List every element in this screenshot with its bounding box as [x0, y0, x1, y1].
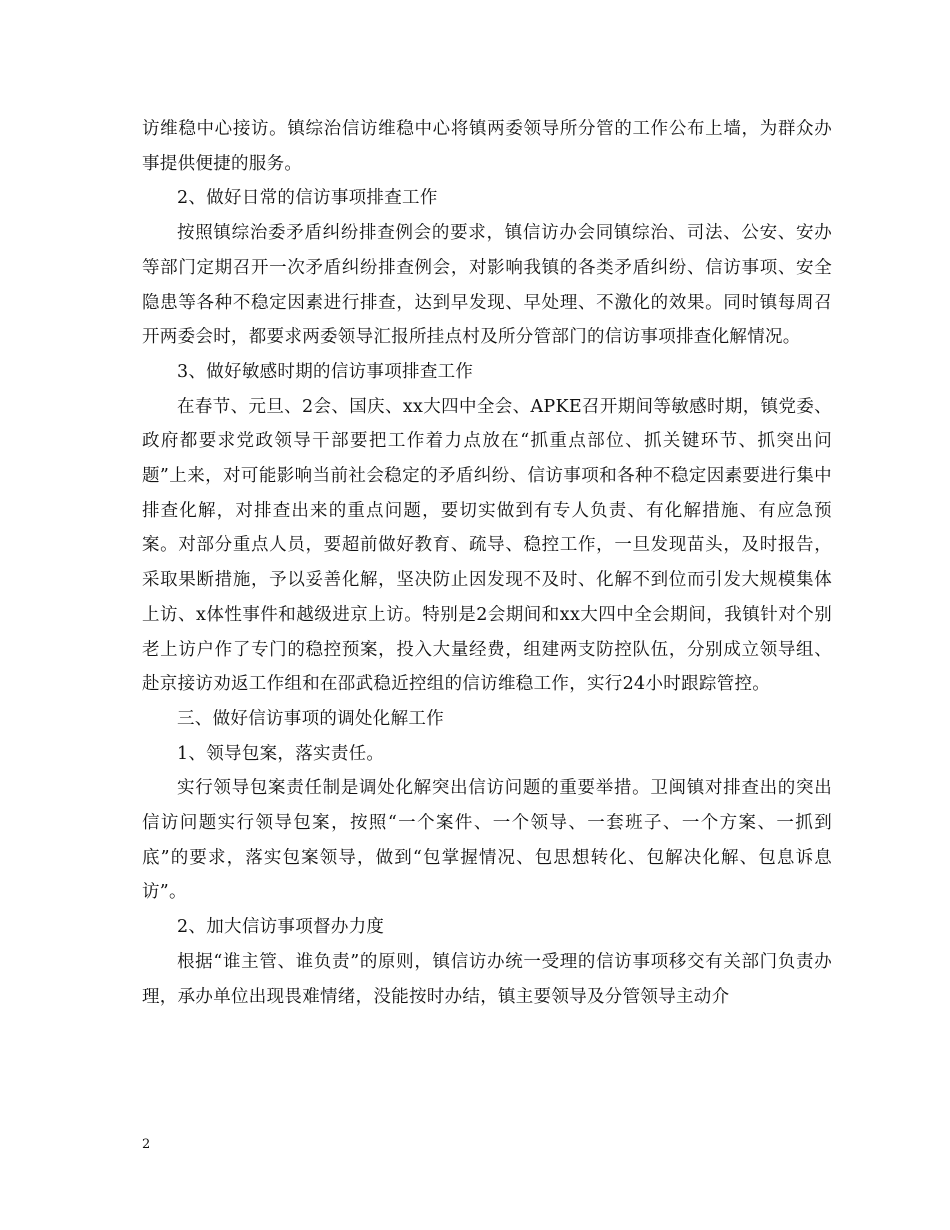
section-heading: 三、做好信访事项的调处化解工作	[177, 708, 444, 729]
paragraph: 实行领导包案责任制是调处化解突出信访问题的重要举措。卫闽镇对排查出的突出信访问题实行领导包案，按照“一个案件、一个领导、一套班子、一个方案、一抓到底”的要求，落实包案领导，做到“包掌握情况、包思想转化、包解决化解、包息诉息访”。	[142, 778, 832, 903]
section-heading: 2、加大信访事项督办力度	[177, 917, 385, 938]
page-number: 2	[142, 1137, 151, 1152]
paragraph: 根据“谁主管、谁负责”的原则，镇信访办统一受理的信访事项移交有关部门负责办理，承办单位出现畏难情绪，没能按时办结，镇主要领导及分管领导主动介	[142, 951, 832, 1007]
paragraph: 按照镇综治委矛盾纠纷排查例会的要求，镇信访办会同镇综治、司法、公安、安办等部门定期召开一次矛盾纠纷排查例会，对影响我镇的各类矛盾纠纷、信访事项、安全隐患等各种不稳定因素进行排查，达到早发现、早处理、不激化的效果。同时镇每周召开两委会时，都要求两委领导汇报所挂点村及所分管部门的信访事项排查化解情况。	[142, 223, 832, 348]
paragraph: 访维稳中心接访。镇综治信访维稳中心将镇两委领导所分管的工作公布上墙，为群众办事提供便捷的服务。	[142, 119, 832, 174]
section-heading: 3、做好敏感时期的信访事项排查工作	[177, 361, 474, 382]
section-heading: 1、领导包案，落实责任。	[177, 743, 385, 764]
paragraph: 在春节、元旦、2会、国庆、xx大四中全会、APKE召开期间等敏感时期，镇党委、政府都要求党政领导干部要把工作着力点放在“抓重点部位、抓关键环节、抓突出问题”上来，对可能影响当前社会稳定的矛盾纠纷、信访事项和各种不稳定因素要进行集中排查化解，对排查出来的重点问题，要切实做到有专人负责、有化解措施、有应急预案。对部分重点人员，要超前做好教育、疏导、稳控工作，一旦发现苗头，及时报告，采取果断措施，予以妥善化解，坚决防止因发现不及时、化解不到位而引发大规模集体上访、x体性事件和越级进京上访。特别是2会期间和xx大四中全会期间，我镇针对个别老上访户作了专门的稳控预案，投入大量经费，组建两支防控队伍，分别成立领导组、赴京接访劝返工作组和在邵武稳近控组的信访维稳工作，实行24小时跟踪管控。	[142, 396, 832, 695]
document-body	[142, 112, 832, 1014]
section-heading: 2、做好日常的信访事项排查工作	[177, 188, 438, 209]
